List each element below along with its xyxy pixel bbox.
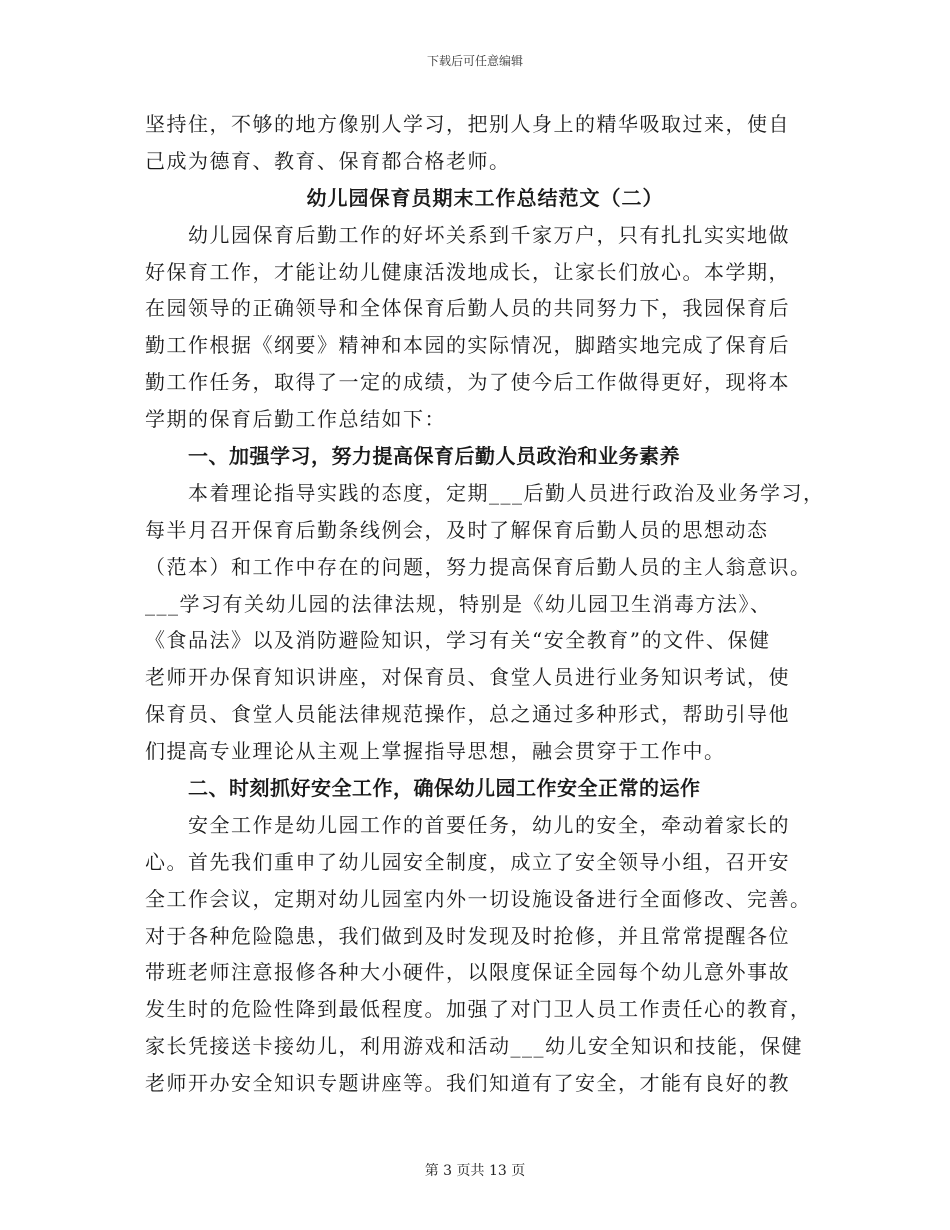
text-line: 坚持住，不够的地方像别人学习，把别人身上的精华吸取过来，使自 [145,112,790,136]
text-line: 勤工作任务，取得了一定的成绩，为了使今后工作做得更好，现将本 [145,370,790,395]
text-line: 勤工作根据《纲要》精神和本园的实际情况，脚踏实地完成了保育后 [145,333,790,358]
text-line: 发生时的危险性降到最低程度。加强了对门卫人员工作责任心的教育， [145,997,812,1022]
text-line: 本着理论指导实践的态度，定期___后勤人员进行政治及业务学习， [188,480,825,505]
text-line: 家长凭接送卡接幼儿，利用游戏和活动___幼儿安全知识和技能，保健 [145,1034,803,1059]
text-line: 对于各种危险隐患，我们做到及时发现及时抢修，并且常常提醒各位 [145,923,790,948]
section-heading: 二、时刻抓好安全工作，确保幼儿园工作安全正常的运作 [188,776,701,801]
text-line: 们提高专业理论从主观上掌握指导思想，融会贯穿于工作中。 [145,739,726,764]
text-line: 在园领导的正确领导和全体保育后勤人员的共同努力下，我园保育后 [145,296,790,321]
text-line: 保育员、食堂人员能法律规范操作，总之通过多种形式，帮助引导他 [145,702,790,727]
text-line: 己成为德育、教育、保育都合格老师。 [145,148,511,173]
text-line: 带班老师注意报修各种大小硬件，以限度保证全园每个幼儿意外事故 [145,960,790,985]
document-body [145,106,825,1102]
text-line: ___学习有关幼儿园的法律法规，特别是《幼儿园卫生消毒方法》、 [145,591,772,616]
page-header: 下载后可任意编辑 [426,54,523,68]
text-line: 《食品法》以及消防避险知识，学习有关“安全教育”的文件、保健 [145,628,771,653]
section-heading: 一、加强学习，努力提高保育后勤人员政治和业务素养 [188,444,680,469]
text-line: 全工作会议，定期对幼儿园室内外一切设施设备进行全面修改、完善。 [145,886,812,911]
text-line: 安全工作是幼儿园工作的首要任务，幼儿的安全，牵动着家长的 [188,812,790,837]
text-line: 学期的保育后勤工作总结如下： [145,407,446,432]
text-line: 每半月召开保育后勤条线例会，及时了解保育后勤人员的思想动态 [145,517,769,542]
page-footer: 第 3 页共 13 页 [424,1163,526,1179]
text-line: 老师开办保育知识讲座，对保育员、食堂人员进行业务知识考试，使 [145,665,790,690]
text-line: 幼儿园保育后勤工作的好坏关系到千家万户，只有扎扎实实地做 [188,222,790,247]
text-line: 好保育工作，才能让幼儿健康活泼地成长，让家长们放心。本学期， [145,259,790,284]
section-title: 幼儿园保育员期末工作总结范文（二） [306,185,664,210]
text-line: 老师开办安全知识专题讲座等。我们知道有了安全，才能有良好的教 [145,1071,790,1096]
text-line: （范本）和工作中存在的问题，努力提高保育后勤人员的主人翁意识。 [145,554,812,579]
text-line: 心。首先我们重申了幼儿园安全制度，成立了安全领导小组，召开安 [145,849,790,874]
